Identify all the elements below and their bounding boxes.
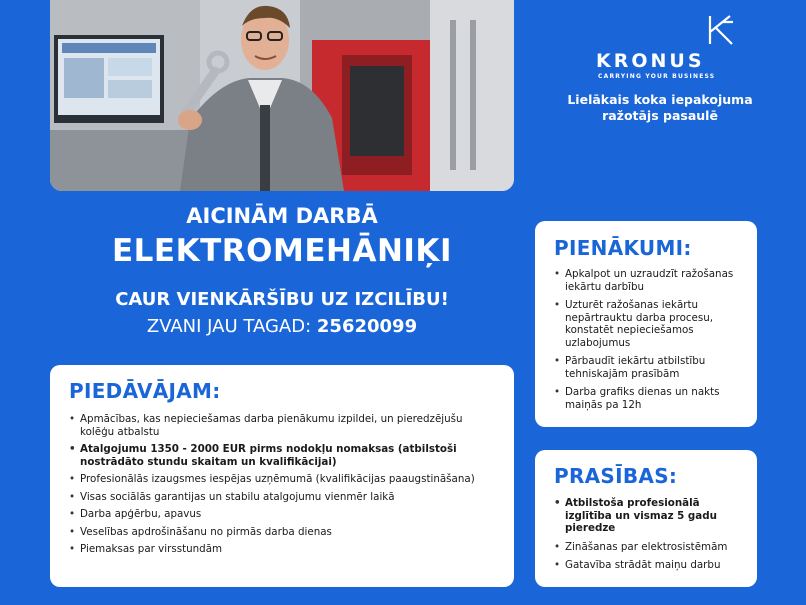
brand-tagline: CARRYING YOUR BUSINESS (598, 73, 716, 80)
list-item: • Atalgojumu 1350 - 2000 EUR pirms nodokļu nomaksas (atbilstoši nostrādāto stundu skaitam un kvalifikācijai) (69, 443, 496, 468)
list-item: • Apkalpot un uzraudzīt ražošanas iekārtu darbību (554, 268, 741, 293)
offer-list (69, 413, 496, 556)
requirements-card (535, 450, 757, 587)
slogan-line-2: ražotājs pasaulē (602, 108, 718, 123)
brand-name: KRONUS (596, 50, 705, 72)
requirements-title: PRASĪBAS: (554, 464, 678, 488)
list-item: • Profesionālās izaugsmes iespējas uzņēmumā (kvalifikācijas paaugstināšana) (69, 473, 496, 486)
list-item: • Apmācības, kas nepieciešamas darba pienākumu izpildei, un pieredzējušu kolēģu atbalstu (69, 413, 496, 438)
list-item: • Veselības apdrošināšanu no pirmās darba dienas (69, 526, 496, 539)
list-item: • Darba grafiks dienas un nakts maiņās pa 12h (554, 386, 741, 411)
kronus-k-icon (706, 14, 736, 46)
list-item: • Gatavība strādāt maiņu darbu (554, 559, 741, 572)
offer-title: PIEDĀVĀJAM: (69, 379, 221, 403)
slogan-line-1: Lielākais koka iepakojuma (567, 92, 753, 107)
position-title: ELEKTROMEHĀNIĶI (112, 233, 452, 269)
list-item: • Pārbaudīt iekārtu atbilstību tehniskajām prasībām (554, 355, 741, 380)
list-item: • Atbilstoša profesionālā izglītība un vismaz 5 gadu pieredze (554, 497, 741, 535)
call-prefix: ZVANI JAU TAGAD: (146, 316, 312, 337)
duties-card (535, 221, 757, 427)
duties-list (554, 268, 741, 411)
list-item: • Uzturēt ražošanas iekārtu nepārtrauktu darba procesu, konstatēt nepieciešamos uzlabojumus (554, 299, 741, 349)
phone-number[interactable]: 25620099 (316, 316, 418, 337)
list-item: • Visas sociālās garantijas un stabilu atalgojumu vienmēr laikā (69, 491, 496, 504)
invite-heading: AICINĀM DARBĀ (186, 204, 378, 228)
offer-card (50, 365, 514, 587)
hero-photo (50, 0, 514, 191)
call-line (50, 316, 514, 337)
duties-title: PIENĀKUMI: (554, 236, 692, 260)
list-item: • Darba apģērbu, apavus (69, 508, 496, 521)
requirements-list (554, 497, 741, 572)
list-item: • Zināšanas par elektrosistēmām (554, 541, 741, 554)
motto: CAUR VIENKĀRŠĪBU UZ IZCILĪBU! (115, 289, 449, 310)
list-item: • Piemaksas par virsstundām (69, 543, 496, 556)
brand-slogan (560, 92, 760, 124)
